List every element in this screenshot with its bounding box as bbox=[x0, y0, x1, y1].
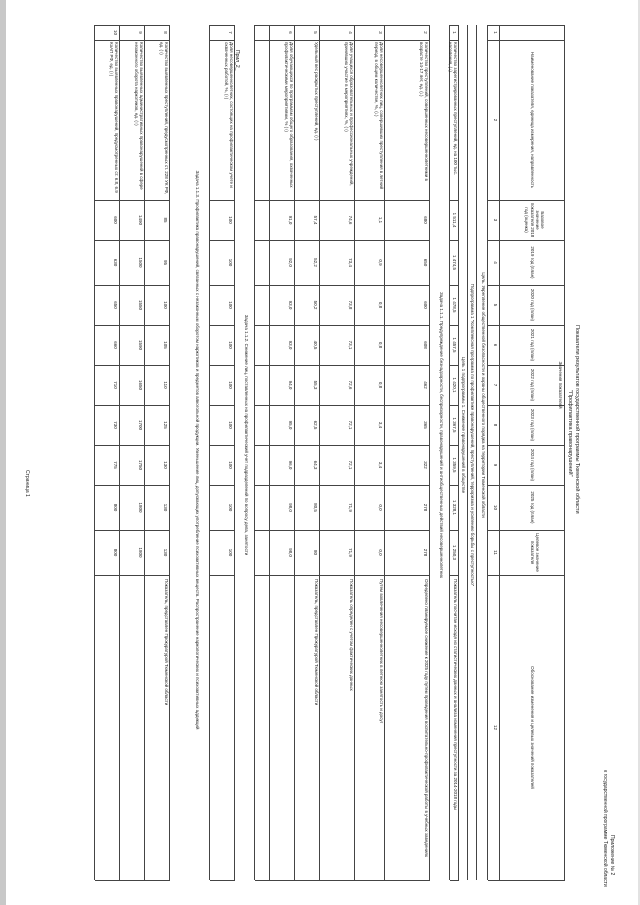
row-justification: Определено планируемое снижение к 2025 году путем проведения воспитательно-профилактической работы в учебных заведениях bbox=[424, 579, 429, 858]
row-year-value: 72,6 bbox=[348, 380, 353, 390]
row-year-value: 100 bbox=[228, 381, 233, 389]
row-year-value: 1 420,1 bbox=[452, 377, 457, 393]
row-year-value: 1800 bbox=[138, 502, 143, 513]
row-year-value: 50,2 bbox=[313, 300, 318, 310]
row-indicator-name: Количество выявленных преступлений, предусмотренных ст. 228 УК РФ, ед. (↑) bbox=[158, 42, 169, 195]
row-year-value: 1 457,5 bbox=[452, 337, 457, 353]
header-target: Целевое значение показателя bbox=[529, 533, 540, 572]
row-justification: Показатель посчитан исходя из статистических данных и анализа изменения преступности за 2014-2018 годы bbox=[453, 579, 458, 811]
row-target-value: 800 bbox=[113, 548, 118, 557]
row-year-value: 1750 bbox=[138, 459, 143, 470]
table-hline bbox=[254, 25, 255, 880]
row-year-value: 130 bbox=[163, 503, 168, 512]
row-year-value: 95 bbox=[163, 259, 168, 265]
row-year-value: 1650 bbox=[138, 379, 143, 390]
header-year: 2025 год (план) bbox=[530, 491, 535, 524]
header-year: 2024 год (план) bbox=[530, 448, 535, 482]
annex-line-1: Приложение № 2 bbox=[609, 835, 615, 876]
table-vline bbox=[488, 25, 565, 26]
header-year: 2019 год (план) bbox=[530, 246, 535, 279]
row-number: 2 bbox=[423, 31, 428, 34]
table-vline bbox=[210, 880, 235, 881]
column-number: 9 bbox=[493, 463, 498, 467]
row-year-value: 600 bbox=[423, 301, 428, 309]
row-year-value: 650 bbox=[113, 301, 118, 309]
row-indicator-name: Количество зарегистрированных преступлений, ед. на 100 тыс. населения, (↓) bbox=[447, 42, 458, 175]
row-number: 9 bbox=[138, 31, 143, 34]
row-target-value: 0,0 bbox=[378, 549, 383, 556]
row-year-value: 80,5 bbox=[313, 503, 318, 512]
row-year-value: 1 328,1 bbox=[452, 499, 457, 515]
row-base-value: 85 bbox=[163, 217, 168, 223]
table-vline bbox=[255, 880, 430, 881]
row-year-value: 93,0 bbox=[288, 340, 293, 350]
row-year-value: 0,0 bbox=[378, 504, 383, 511]
row-base-value: 74,6 bbox=[348, 215, 353, 225]
row-target-value: 1800 bbox=[138, 547, 143, 558]
row-year-value: 322 bbox=[423, 461, 428, 469]
column-number: 11 bbox=[493, 550, 498, 555]
column-number: 4 bbox=[493, 261, 498, 264]
row-justification: Показатель, представлен Прокуратурой Тюменской области bbox=[164, 579, 169, 706]
row-year-value: 92,0 bbox=[288, 258, 293, 267]
row-number: 5 bbox=[313, 31, 318, 34]
header-year: 2022 год (план) bbox=[530, 368, 535, 402]
row-indicator-name: Количество выявленных правонарушений, предусмотренных ст. 6.8, 6.9 КоАП РФ, ед. (↑) bbox=[108, 42, 119, 193]
goal-row: Цель. Укрепление общественной безопасности и охраны общественного порядка на территории Тюменской области bbox=[481, 272, 486, 518]
row-year-value: 100 bbox=[228, 421, 233, 429]
row-indicator-name: Количество преступлений, совершенных несовершеннолетними в возрасте 14-17 лет, ед. (↓) bbox=[418, 42, 429, 181]
row-year-value: 3,4 bbox=[378, 421, 383, 429]
row-year-value: 775 bbox=[113, 461, 118, 469]
row-year-value: 3,4 bbox=[378, 461, 383, 469]
row-target-value: 278 bbox=[423, 548, 428, 557]
column-number: 1 bbox=[493, 31, 498, 34]
row-year-value: 100 bbox=[228, 461, 233, 469]
column-number: 3 bbox=[493, 218, 498, 222]
table-vline bbox=[488, 240, 565, 241]
row-target-value: 130 bbox=[163, 548, 168, 557]
row-year-value: 800 bbox=[113, 503, 118, 512]
page-footer: Страница 1 bbox=[24, 470, 30, 497]
row-year-value: 1590 bbox=[138, 339, 143, 350]
row-indicator-name: Доля обучающихся по программам общего образования, охваченных профилактическими мероприятиями, % (↑) bbox=[283, 42, 294, 188]
row-year-value: 72,1 bbox=[348, 460, 353, 470]
header-name: Наименование показателя, единица измерения, направленность bbox=[530, 51, 535, 189]
row-base-value: 680 bbox=[423, 216, 428, 224]
row-target-value: 1 250,3 bbox=[452, 544, 457, 560]
table-vline bbox=[95, 880, 170, 881]
header-year: 2020 год (план) bbox=[530, 288, 535, 322]
column-number: 8 bbox=[493, 423, 498, 427]
row-number: 1 bbox=[452, 31, 457, 34]
header-values: Значения показателей bbox=[558, 361, 563, 409]
row-justification: Показатель определен с учетом фактических данных bbox=[349, 579, 354, 691]
column-number: 6 bbox=[493, 343, 498, 347]
row-base-value: 1490 bbox=[138, 214, 143, 225]
column-number: 5 bbox=[493, 303, 498, 307]
row-year-value: 100 bbox=[228, 258, 233, 267]
row-year-value: 95,0 bbox=[288, 420, 293, 430]
row-year-value: 73,8 bbox=[348, 300, 353, 310]
row-indicator-name: Доля несовершеннолетних, состоящих на профилактическом учете и охваченных работой, %, (↑) bbox=[223, 42, 234, 188]
row-year-value: 0,8 bbox=[378, 301, 383, 309]
row-year-value: 0,9 bbox=[378, 259, 383, 266]
row-year-value: 130 bbox=[163, 461, 168, 469]
row-base-value: 600 bbox=[113, 216, 118, 224]
task-row: Задача 1.1.1. Предупреждение безнадзорности, беспризорности, правонарушений и антиобщественных действий несовершеннолетних bbox=[439, 292, 444, 578]
column-number: 10 bbox=[493, 504, 498, 510]
row-base-value: 100 bbox=[228, 216, 233, 224]
header-year: 2021 год (план) bbox=[530, 328, 535, 362]
row-year-value: 660 bbox=[113, 341, 118, 349]
task-row: Задача 1.1.3. Профилактика правонарушений, связанных с незаконным оборотом наркотиков и предметов алкогольной продукции. Уменьшение лиц, допускающих употребление психоактивных веществ. Распространение наркологических и психоактивных аддикций bbox=[195, 170, 200, 730]
row-number: 4 bbox=[348, 31, 353, 34]
column-number: 2 bbox=[493, 118, 498, 122]
table-vline bbox=[210, 575, 235, 576]
row-year-value: 1550 bbox=[138, 299, 143, 310]
table-hline bbox=[487, 25, 488, 880]
row-year-value: 0,8 bbox=[378, 341, 383, 349]
row-year-value: 100 bbox=[228, 301, 233, 309]
column-number: 7 bbox=[493, 383, 498, 387]
table-vline bbox=[95, 40, 170, 41]
row-year-value: 278 bbox=[423, 503, 428, 512]
row-year-value: 0,8 bbox=[378, 381, 383, 389]
table-vline bbox=[488, 880, 565, 881]
header-justify: Обоснование изменения и целевых значений показателей bbox=[530, 666, 535, 789]
table-hline bbox=[429, 25, 430, 880]
row-indicator-name: Доля учащихся образовательных и профессиональных учреждений, принявших участие в мероприятиях, %, (↑) bbox=[343, 42, 354, 186]
row-justification: Показатель, представлен Прокуратурой Тюменской области bbox=[314, 579, 319, 706]
table-vline bbox=[210, 40, 235, 41]
header-base: Базовое значение показателя 2018 год (оценка) bbox=[524, 202, 545, 238]
row-indicator-name: Доля несовершеннолетних лиц, совершивших преступления в летний период, в общем количестве, %, (↓) bbox=[373, 42, 384, 189]
row-year-value: 1 359,5 bbox=[452, 457, 457, 473]
row-number: 7 bbox=[228, 31, 233, 34]
row-year-value: 1 474,5 bbox=[452, 254, 457, 270]
row-year-value: 64,3 bbox=[313, 460, 318, 470]
row-year-value: 100 bbox=[228, 341, 233, 349]
row-year-value: 100 bbox=[163, 301, 168, 309]
subgoal-row: Цель 1 подпрограммы 1. Снижение правонарушений в обществе bbox=[461, 356, 466, 494]
row-year-value: 94,0 bbox=[288, 380, 293, 390]
row-year-value: 105 bbox=[163, 341, 168, 349]
row-year-value: 73,4 bbox=[348, 258, 353, 267]
row-base-value: 1,1 bbox=[378, 216, 383, 224]
doc-title-line-2: "Профилактика правонарушений" bbox=[567, 390, 573, 477]
row-number: 3 bbox=[378, 31, 383, 34]
row-target-value: 71,9 bbox=[348, 548, 353, 557]
subprogram-row: Подпрограмма 1 "Комплексная программа по профилактике правонарушений, преступлений, терроризма и усилению борьбы с преступностью" bbox=[470, 283, 475, 587]
row-year-value: 365 bbox=[423, 421, 428, 429]
row-number: 6 bbox=[288, 31, 293, 34]
row-year-value: 462 bbox=[423, 381, 428, 389]
table-vline bbox=[95, 575, 170, 576]
table-hline bbox=[476, 25, 477, 880]
header-year: 2023 год (план) bbox=[530, 408, 535, 442]
row-year-value: 1500 bbox=[138, 257, 143, 268]
row-base-value: 1 511,4 bbox=[452, 212, 457, 228]
row-year-value: 630 bbox=[113, 258, 118, 267]
row-year-value: 1 478,5 bbox=[452, 297, 457, 313]
table-vline bbox=[488, 200, 565, 201]
table-vline bbox=[255, 575, 430, 576]
row-target-value: 100 bbox=[228, 548, 233, 557]
row-number: 10 bbox=[113, 29, 118, 35]
page-ref: Прил_2_ bbox=[234, 50, 240, 71]
table-vline bbox=[255, 40, 430, 41]
row-target-value: 80 bbox=[313, 549, 318, 555]
table-hline bbox=[234, 25, 235, 880]
row-justification: Путем вовлечения несовершеннолетних в летнюю занятость и досуг bbox=[379, 579, 384, 724]
row-indicator-name: Удельный вес раскрытых преступлений, ед. (↑) bbox=[314, 42, 319, 141]
task-row: Задача 1.1.2. Снижение лиц, поставленных на профилактический учет подразделений по вопросу дела, занятости bbox=[244, 314, 249, 556]
doc-title-line-1: Показатели результатов государственной программы Тюменской области bbox=[574, 325, 580, 514]
row-year-value: 55,3 bbox=[313, 380, 318, 390]
table-hline bbox=[169, 25, 170, 880]
table-vline bbox=[488, 40, 565, 41]
row-year-value: 730 bbox=[113, 421, 118, 429]
row-year-value: 710 bbox=[113, 381, 118, 389]
row-year-value: 40,5 bbox=[313, 340, 318, 350]
row-year-value: 608 bbox=[423, 341, 428, 349]
table-vline bbox=[488, 530, 565, 531]
column-number: 12 bbox=[493, 724, 498, 730]
row-year-value: 71,9 bbox=[348, 503, 353, 512]
row-base-value: 57,4 bbox=[313, 215, 318, 225]
row-year-value: 73,1 bbox=[348, 340, 353, 350]
row-year-value: 125 bbox=[163, 421, 168, 429]
row-year-value: 110 bbox=[163, 381, 168, 389]
annex-line-2: к государственной программе Тюменской области bbox=[602, 770, 608, 887]
row-year-value: 98,0 bbox=[288, 503, 293, 512]
row-year-value: 72,1 bbox=[348, 420, 353, 430]
row-base-value: 91,0 bbox=[288, 215, 293, 225]
row-year-value: 100 bbox=[228, 503, 233, 512]
row-year-value: 96,0 bbox=[288, 460, 293, 470]
row-number: 8 bbox=[163, 31, 168, 34]
table-vline bbox=[450, 40, 459, 41]
row-year-value: 93,0 bbox=[288, 300, 293, 310]
table-hline bbox=[564, 25, 565, 880]
table-vline bbox=[450, 880, 459, 881]
row-year-value: 650 bbox=[423, 258, 428, 267]
row-year-value: 1 367,5 bbox=[452, 417, 457, 433]
table-vline bbox=[450, 575, 459, 576]
row-year-value: 1700 bbox=[138, 419, 143, 430]
row-year-value: 52,2 bbox=[313, 258, 318, 267]
table-vline bbox=[488, 575, 565, 576]
row-target-value: 98,0 bbox=[288, 548, 293, 557]
row-indicator-name: Количество выявленных административных правонарушений в сфере незаконного оборота наркотиков, ед. (↑) bbox=[133, 42, 144, 190]
row-year-value: 62,5 bbox=[313, 420, 318, 430]
